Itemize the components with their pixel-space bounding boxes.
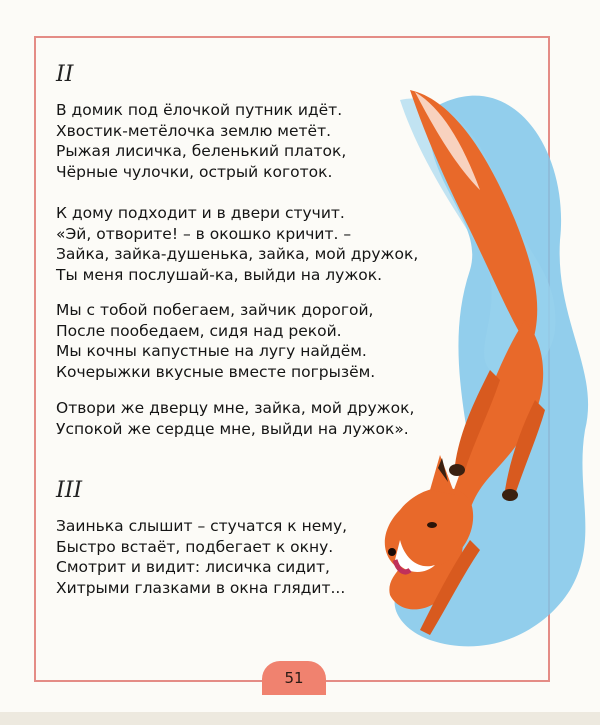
- poem-line: Отвори же дверцу мне, зайка, мой дружок,: [56, 399, 415, 417]
- page-number: 51: [262, 661, 326, 695]
- poem-line: Мы с тобой побегаем, зайчик дорогой,: [56, 301, 374, 319]
- poem-line: Мы кочны капустные на лугу найдём.: [56, 342, 367, 360]
- page-edge: [0, 712, 600, 725]
- poem-line: Хитрыми глазками в окна глядит...: [56, 578, 346, 597]
- poem-line: «Эй, отворите! – в окошко кричит. –: [56, 224, 352, 243]
- poem-line: В домик под ёлочкой путник идёт.: [56, 101, 343, 119]
- poem-line: Смотрит и видит: лисичка сидит,: [56, 558, 330, 576]
- poem-line: Быстро встаёт, подбегает к окну.: [56, 537, 334, 556]
- section-numeral-three: III: [56, 478, 83, 503]
- poem-line: Ты меня послушай-ка, выйди на лужок.: [56, 265, 383, 284]
- poem-line: К дому подходит и в двери стучит.: [56, 204, 345, 222]
- poem-line: Кочерыжки вкусные вместе погрызём.: [56, 362, 376, 381]
- poem-line: Чёрные чулочки, острый коготок.: [56, 162, 333, 181]
- poem-line: Рыжая лисичка, беленький платок,: [56, 142, 347, 160]
- section-numeral-two: II: [56, 62, 74, 87]
- fox-illustration: [360, 70, 600, 670]
- stanza-5: [56, 516, 347, 598]
- stanza-1: [56, 100, 346, 182]
- poem-line: Зайка, зайка-душенька, зайка, мой дружок,: [56, 245, 419, 263]
- stanza-2: [56, 203, 418, 285]
- stanza-3: [56, 300, 375, 382]
- poem-line: Успокой же сердце мне, выйди на лужок».: [56, 419, 409, 438]
- poem-line: Хвостик-метёлочка землю метёт.: [56, 121, 332, 140]
- poem-line: После пообедаем, сидя над рекой.: [56, 321, 342, 340]
- stanza-4: [56, 398, 414, 439]
- poem-line: Заинька слышит – стучатся к нему,: [56, 517, 348, 535]
